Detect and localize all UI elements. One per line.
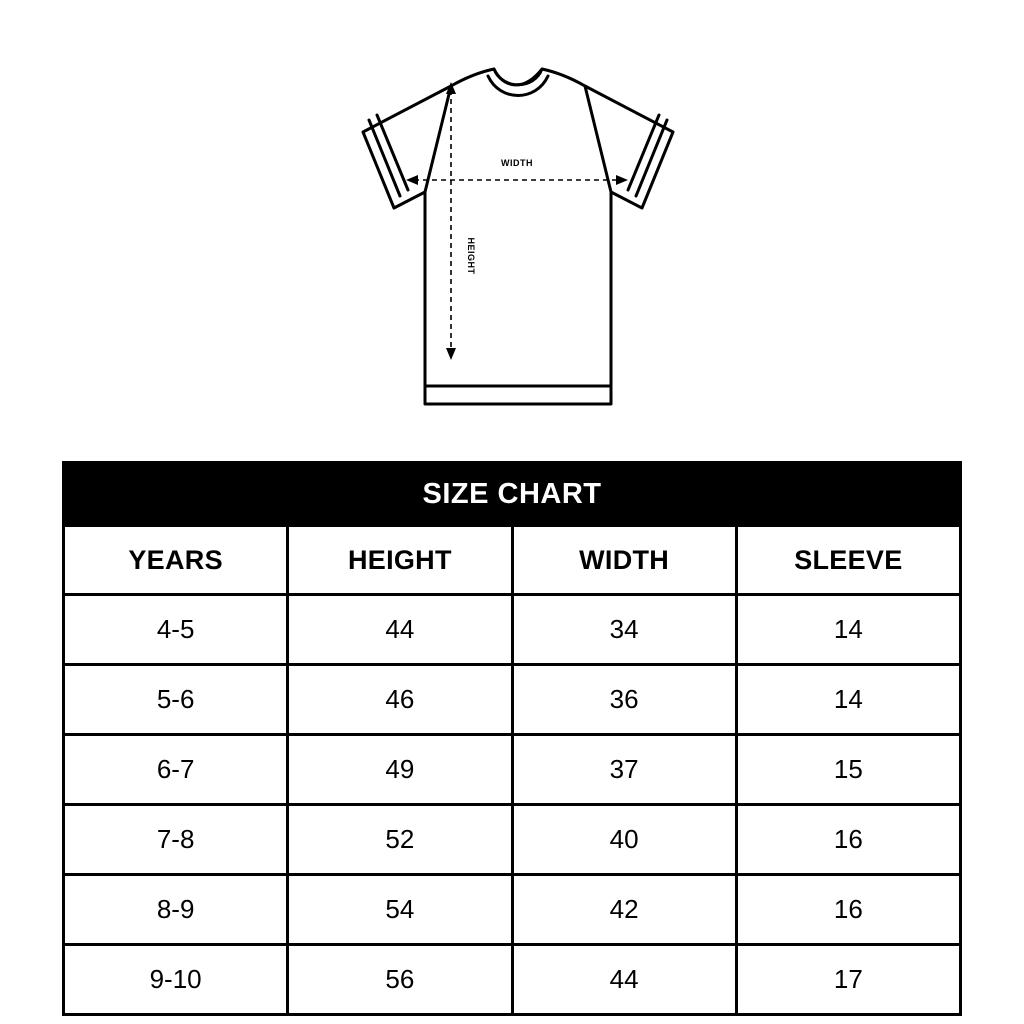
cell-sleeve: 15 [736, 735, 960, 805]
cell-width: 44 [512, 945, 736, 1015]
table-row [64, 875, 961, 945]
size-chart-title: SIZE CHART [64, 463, 961, 526]
cell-width: 34 [512, 595, 736, 665]
cell-years: 8-9 [64, 875, 288, 945]
cell-years: 5-6 [64, 665, 288, 735]
t-shirt-svg [302, 60, 722, 430]
column-header-height: HEIGHT [288, 526, 512, 595]
table-row [64, 595, 961, 665]
cell-width: 37 [512, 735, 736, 805]
cell-years: 9-10 [64, 945, 288, 1015]
cell-sleeve: 14 [736, 665, 960, 735]
cell-height: 44 [288, 595, 512, 665]
table-title-row [64, 463, 961, 526]
cell-sleeve: 17 [736, 945, 960, 1015]
cell-width: 36 [512, 665, 736, 735]
cell-years: 6-7 [64, 735, 288, 805]
column-header-years: YEARS [64, 526, 288, 595]
column-header-sleeve: SLEEVE [736, 526, 960, 595]
cell-height: 54 [288, 875, 512, 945]
left-shoulder-seam [425, 86, 451, 192]
width-measure-arrow [406, 175, 628, 185]
height-label: HEIGHT [466, 237, 476, 275]
height-measure-arrow [446, 82, 456, 360]
shirt-outline [363, 69, 673, 404]
t-shirt-illustration [0, 60, 1024, 450]
right-shoulder-seam [585, 86, 611, 192]
cell-height: 52 [288, 805, 512, 875]
size-chart-table [62, 461, 962, 1016]
cell-years: 7-8 [64, 805, 288, 875]
cell-width: 42 [512, 875, 736, 945]
table-row [64, 665, 961, 735]
cell-width: 40 [512, 805, 736, 875]
cell-sleeve: 16 [736, 875, 960, 945]
cell-years: 4-5 [64, 595, 288, 665]
table-header-row [64, 526, 961, 595]
cell-height: 56 [288, 945, 512, 1015]
table-row [64, 945, 961, 1015]
cell-sleeve: 14 [736, 595, 960, 665]
cell-sleeve: 16 [736, 805, 960, 875]
column-header-width: WIDTH [512, 526, 736, 595]
cell-height: 49 [288, 735, 512, 805]
width-label: WIDTH [501, 158, 533, 168]
table-row [64, 805, 961, 875]
table-row [64, 735, 961, 805]
cell-height: 46 [288, 665, 512, 735]
size-chart [62, 461, 962, 1016]
